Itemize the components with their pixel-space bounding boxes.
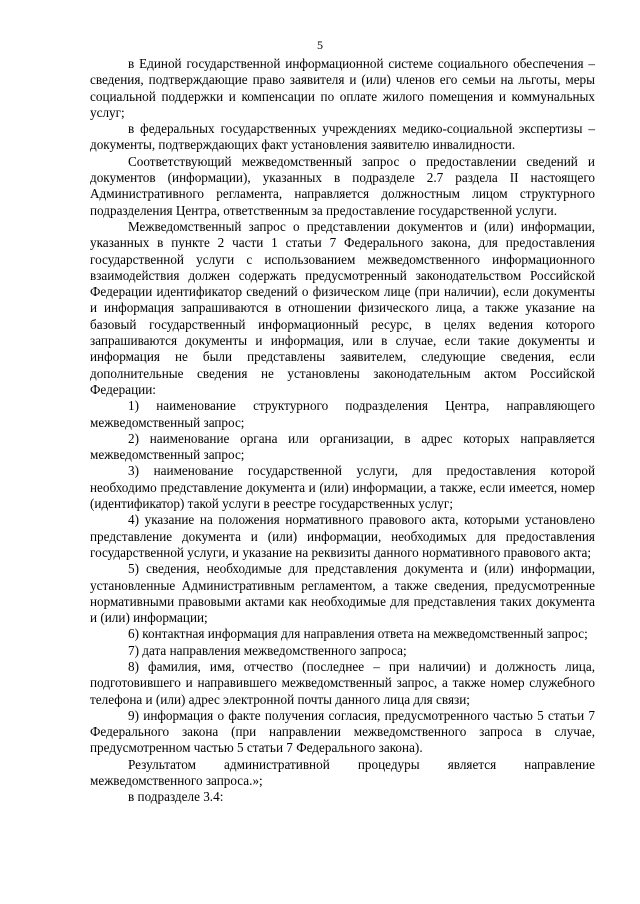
paragraph-egisso: в Единой государственной информационной системе социального обеспечения – сведения, подтверждающие право заявителя и (или) членов его семьи на льготы, меры социальной поддержки и компенсации по оплате жилого помещения и коммунальных услуг;	[90, 56, 595, 120]
list-item-4: 4) указание на положения нормативного правового акта, которыми установлено представление документа и (или) информации, необходимых для предоставления государственной услуги, и указание на реквизиты данного нормативного правового акта;	[90, 512, 595, 560]
list-item-9: 9) информация о факте получения согласия, предусмотренного частью 5 статьи 7 Федерального закона (при направлении межведомственного запроса в случае, предусмотренном частью 5 статьи 7 Федерального закона).	[90, 707, 595, 756]
page-body	[90, 56, 595, 806]
list-item-5: 5) сведения, необходимые для представления документа и (или) информации, установленные Административным регламентом, а также сведения, предусмотренные нормативными правовыми актами как необходимые для представления таких документа и (или) информации;	[90, 561, 595, 626]
paragraph-subsection-3-4: в подразделе 3.4:	[128, 789, 224, 805]
list-item-3: 3) наименование государственной услуги, для предоставления которой необходимо представление документа и (или) информации, а также, если имеется, номер (идентификатор) такой услуги в реестре государственных услуг;	[90, 463, 595, 512]
paragraph-request-sender: Соответствующий межведомственный запрос о предоставлении сведений и документов (информации), указанных в подразделе 2.7 раздела II настоящего Административного регламента, направляется должностным лицом структурного подразделения Центра, ответственным за предоставление государственной услуги.	[90, 153, 595, 218]
list-item-7: 7) дата направления межведомственного запроса;	[128, 642, 407, 658]
list-item-2: 2) наименование органа или организации, в адрес которых направляется межведомственный запрос;	[90, 430, 595, 463]
page-number: 5	[317, 38, 323, 52]
paragraph-request-content: Межведомственный запрос о представлении документов и (или) информации, указанных в пункте 2 части 1 статьи 7 Федерального закона, для предоставления государственной услуги с использованием межведомственного информационного взаимодействия должен содержать предусмотренный законодательством Российской Федерации идентификатор сведений о физическом лице (при наличии), если документы и информация запрашиваются в отношении физического лица, а также указание на базовый государственный информационный ресурс, в целях ведения которого запрашиваются документы и информация, или в случае, если такие документы и информация не были представлены заявителем, следующие сведения, если дополнительные сведения не установлены законодательным актом Российской Федерации:	[90, 218, 595, 397]
paragraph-result: Результатом административной процедуры является направление межведомственного запроса.»;	[90, 756, 595, 789]
list-item-6: 6) контактная информация для направления ответа на межведомственный запрос;	[128, 626, 588, 642]
list-item-8: 8) фамилия, имя, отчество (последнее – при наличии) и должность лица, подготовившего и направившего межведомственный запрос, а также номер служебного телефона и (или) адрес электронной почты данного лица для связи;	[90, 658, 595, 707]
list-item-1: 1) наименование структурного подразделения Центра, направляющего межведомственный запрос;	[90, 398, 595, 430]
paragraph-mse: в федеральных государственных учреждениях медико-социальной экспертизы – документы, подтверждающих факт установления заявителю инвалидности.	[90, 121, 595, 153]
